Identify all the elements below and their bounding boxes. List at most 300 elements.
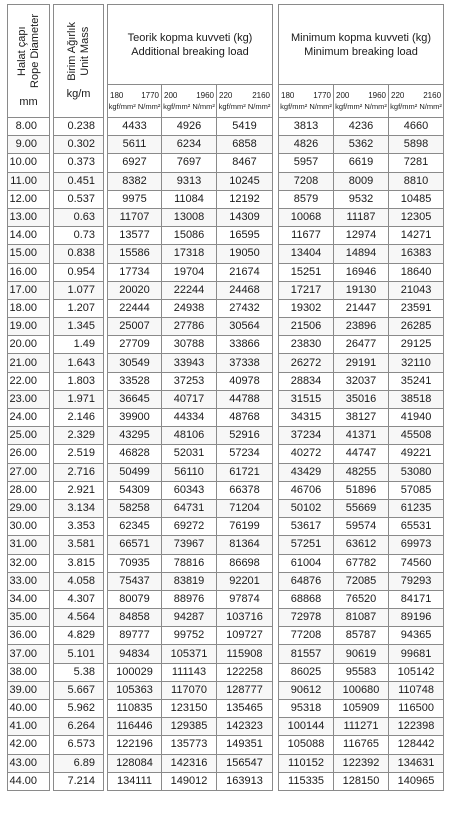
theoretical-load-cell: 13008 [162,208,217,226]
theoretical-load-cell: 19704 [162,263,217,281]
theoretical-load-cell: 135773 [162,736,217,754]
minimum-load-cell: 13404 [279,245,334,263]
minimum-load-cell: 26272 [279,354,334,372]
theoretical-load-cell: 149012 [162,772,217,790]
theoretical-load-cell: 75437 [108,572,162,590]
unit-mass-cell: 1.077 [54,281,104,299]
theoretical-load-cell: 52031 [162,445,217,463]
table-row [8,354,444,372]
theoretical-load-cell: 33943 [162,354,217,372]
table-row [8,281,444,299]
theoretical-load-cell: 142323 [217,718,273,736]
theoretical-load-cell: 97874 [217,590,273,608]
theoretical-load-cell: 17318 [162,245,217,263]
theoretical-load-cell: 105363 [108,681,162,699]
minimum-load-cell: 5362 [334,136,389,154]
rope-diameter-cell: 8.00 [8,118,50,136]
minimum-load-cell: 14271 [389,227,444,245]
theoretical-load-cell: 92201 [217,572,273,590]
grade-header: 200 1960 kgf/mm² N/mm² [334,85,389,118]
table-row [8,518,444,536]
rope-diameter-cell: 17.00 [8,281,50,299]
unit-mass-cell: 5.38 [54,663,104,681]
unit-mass-cell: 7.214 [54,772,104,790]
theoretical-load-cell: 70935 [108,554,162,572]
rope-diameter-cell: 38.00 [8,663,50,681]
grade-header: 200 1960 kgf/mm² N/mm² [162,85,217,118]
minimum-load-cell: 23896 [334,318,389,336]
table-row [8,118,444,136]
minimum-load-cell: 12305 [389,208,444,226]
unit-mass-cell: 0.537 [54,190,104,208]
diameter-unit: mm [19,95,38,108]
minimum-load-cell: 10485 [389,190,444,208]
minimum-load-cell: 4660 [389,118,444,136]
minimum-load-cell: 116500 [389,700,444,718]
minimum-load-cell: 84171 [389,590,444,608]
minimum-load-cell: 29125 [389,336,444,354]
rope-diameter-cell: 31.00 [8,536,50,554]
unit-mass-cell: 1.643 [54,354,104,372]
minimum-load-cell: 19130 [334,281,389,299]
minimum-load-cell: 68868 [279,590,334,608]
minimum-load-cell: 41940 [389,409,444,427]
table-row [8,318,444,336]
theoretical-load-cell: 24468 [217,281,273,299]
minimum-load-cell: 29191 [334,354,389,372]
theoretical-load-cell: 78816 [162,554,217,572]
theoretical-load-cell: 57234 [217,445,273,463]
rope-diameter-cell: 34.00 [8,590,50,608]
minimum-load-cell: 8810 [389,172,444,190]
theoretical-load-cell: 56110 [162,463,217,481]
theoretical-load-cell: 71204 [217,499,273,517]
table-row [8,227,444,245]
minimum-load-cell: 105909 [334,700,389,718]
theoretical-load-cell: 84858 [108,609,162,627]
theoretical-load-cell: 5611 [108,136,162,154]
minimum-load-cell: 79293 [389,572,444,590]
minimum-load-cell: 40272 [279,445,334,463]
rope-diameter-cell: 42.00 [8,736,50,754]
minimum-load-cell: 21447 [334,299,389,317]
table-row [8,645,444,663]
minimum-load-cell: 65531 [389,518,444,536]
rope-diameter-cell: 13.00 [8,208,50,226]
theoretical-load-cell: 109727 [217,627,273,645]
theoretical-load-cell: 100029 [108,663,162,681]
minimum-load-cell: 11187 [334,208,389,226]
unit-mass-cell: 0.838 [54,245,104,263]
unit-mass-cell: 0.73 [54,227,104,245]
minimum-load-cell: 41371 [334,427,389,445]
rope-diameter-cell: 32.00 [8,554,50,572]
unit-mass-cell: 4.564 [54,609,104,627]
table-row [8,572,444,590]
minimum-load-cell: 122398 [389,718,444,736]
minimum-load-cell: 32037 [334,372,389,390]
theoretical-load-cell: 128084 [108,754,162,772]
minimum-load-cell: 6619 [334,154,389,172]
table-body [8,118,444,791]
theoretical-load-cell: 66378 [217,481,273,499]
minimum-load-cell: 134631 [389,754,444,772]
theoretical-load-cell: 4433 [108,118,162,136]
minimum-load-cell: 28834 [279,372,334,390]
unit-mass-cell: 4.058 [54,572,104,590]
table-row [8,536,444,554]
unit-mass-cell: 0.451 [54,172,104,190]
table-row [8,208,444,226]
theoretical-load-cell: 128777 [217,681,273,699]
unit-mass-cell: 2.519 [54,445,104,463]
theoretical-load-cell: 73967 [162,536,217,554]
minimum-load-cell: 16383 [389,245,444,263]
rope-diameter-cell: 30.00 [8,518,50,536]
minimum-load-cell: 38518 [389,390,444,408]
table-row [8,445,444,463]
table-row [8,554,444,572]
minimum-load-cell: 72085 [334,572,389,590]
theoretical-load-cell: 44788 [217,390,273,408]
minimum-load-cell: 64876 [279,572,334,590]
table-row [8,190,444,208]
grade-header: 220 2160 kgf/mm² N/mm² [389,85,444,118]
table-row [8,772,444,790]
minimum-load-cell: 16946 [334,263,389,281]
unit-mass-cell: 5.667 [54,681,104,699]
table-row [8,663,444,681]
minimum-load-cell: 72978 [279,609,334,627]
theoretical-load-cell: 46828 [108,445,162,463]
rope-diameter-cell: 35.00 [8,609,50,627]
table-row [8,372,444,390]
minimum-load-cell: 45508 [389,427,444,445]
minimum-load-cell: 3813 [279,118,334,136]
minimum-load-cell: 115335 [279,772,334,790]
table-row [8,736,444,754]
theoretical-load-cell: 58258 [108,499,162,517]
mass-header [54,5,104,118]
rope-diameter-cell: 37.00 [8,645,50,663]
theoretical-load-cell: 12192 [217,190,273,208]
minimum-load-cell: 10068 [279,208,334,226]
table-row [8,754,444,772]
grade-header: 220 2160 kgf/mm² N/mm² [217,85,273,118]
minimum-load-cell: 44747 [334,445,389,463]
theoretical-load-cell: 11084 [162,190,217,208]
minimum-load-cell: 63612 [334,536,389,554]
minimum-title-tr: Minimum kopma kuvveti (kg) [291,31,431,44]
table-row [8,499,444,517]
minimum-load-header [279,5,444,85]
table-row [8,390,444,408]
minimum-load-cell: 59574 [334,518,389,536]
minimum-load-cell: 116765 [334,736,389,754]
theoretical-load-cell: 103716 [217,609,273,627]
mass-unit: kg/m [66,88,91,101]
rope-diameter-cell: 33.00 [8,572,50,590]
minimum-load-cell: 111271 [334,718,389,736]
rope-diameter-cell: 11.00 [8,172,50,190]
minimum-load-cell: 38127 [334,409,389,427]
rope-diameter-cell: 41.00 [8,718,50,736]
theoretical-load-cell: 50499 [108,463,162,481]
theoretical-load-cell: 9313 [162,172,217,190]
unit-mass-cell: 3.134 [54,499,104,517]
minimum-load-cell: 61235 [389,499,444,517]
rope-diameter-cell: 44.00 [8,772,50,790]
minimum-load-cell: 122392 [334,754,389,772]
table-row [8,627,444,645]
minimum-load-cell: 4826 [279,136,334,154]
unit-mass-cell: 1.345 [54,318,104,336]
table-row [8,245,444,263]
theoretical-load-cell: 52916 [217,427,273,445]
theoretical-load-cell: 30549 [108,354,162,372]
table-row [8,427,444,445]
table-row [8,154,444,172]
theoretical-load-cell: 24938 [162,299,217,317]
minimum-load-cell: 100680 [334,681,389,699]
theoretical-load-cell: 37253 [162,372,217,390]
theoretical-load-cell: 40717 [162,390,217,408]
theoretical-load-cell: 135465 [217,700,273,718]
theoretical-load-cell: 6927 [108,154,162,172]
theoretical-load-cell: 61721 [217,463,273,481]
theoretical-load-cell: 81364 [217,536,273,554]
minimum-load-cell: 34315 [279,409,334,427]
theoretical-load-cell: 20020 [108,281,162,299]
unit-mass-cell: 2.921 [54,481,104,499]
theoretical-load-cell: 123150 [162,700,217,718]
minimum-load-cell: 49221 [389,445,444,463]
rope-diameter-cell: 15.00 [8,245,50,263]
unit-mass-cell: 0.954 [54,263,104,281]
unit-mass-cell: 3.353 [54,518,104,536]
minimum-load-cell: 128150 [334,772,389,790]
table-row [8,590,444,608]
table-row [8,700,444,718]
rope-diameter-cell: 43.00 [8,754,50,772]
minimum-load-cell: 19302 [279,299,334,317]
breaking-load-table [7,4,444,791]
theoretical-load-cell: 27709 [108,336,162,354]
table-row [8,336,444,354]
minimum-load-cell: 95318 [279,700,334,718]
table-row [8,481,444,499]
minimum-load-cell: 14894 [334,245,389,263]
table-row [8,609,444,627]
unit-mass-cell: 2.146 [54,409,104,427]
rope-diameter-cell: 25.00 [8,427,50,445]
minimum-load-cell: 7281 [389,154,444,172]
theoretical-load-cell: 10245 [217,172,273,190]
minimum-load-cell: 53617 [279,518,334,536]
theoretical-load-cell: 110835 [108,700,162,718]
theoretical-load-cell: 15586 [108,245,162,263]
rope-diameter-cell: 9.00 [8,136,50,154]
rope-diameter-cell: 21.00 [8,354,50,372]
minimum-load-cell: 85787 [334,627,389,645]
minimum-load-cell: 110748 [389,681,444,699]
minimum-load-cell: 81087 [334,609,389,627]
minimum-load-cell: 105142 [389,663,444,681]
theoretical-load-cell: 16595 [217,227,273,245]
rope-diameter-cell: 28.00 [8,481,50,499]
minimum-load-cell: 21506 [279,318,334,336]
table-header [8,5,444,118]
theoretical-load-cell: 43295 [108,427,162,445]
rope-diameter-cell: 22.00 [8,372,50,390]
theoretical-load-cell: 94287 [162,609,217,627]
minimum-load-cell: 26477 [334,336,389,354]
theoretical-load-cell: 105371 [162,645,217,663]
unit-mass-cell: 5.101 [54,645,104,663]
unit-mass-cell: 3.581 [54,536,104,554]
rope-diameter-cell: 26.00 [8,445,50,463]
theoretical-load-cell: 19050 [217,245,273,263]
minimum-load-cell: 32110 [389,354,444,372]
theoretical-load-cell: 62345 [108,518,162,536]
rope-diameter-cell: 36.00 [8,627,50,645]
theoretical-load-cell: 8467 [217,154,273,172]
theoretical-load-cell: 33866 [217,336,273,354]
theoretical-load-cell: 30788 [162,336,217,354]
theoretical-load-cell: 48768 [217,409,273,427]
theoretical-load-cell: 22444 [108,299,162,317]
theoretical-load-cell: 40978 [217,372,273,390]
minimum-load-cell: 90612 [279,681,334,699]
minimum-load-cell: 37234 [279,427,334,445]
rope-diameter-cell: 24.00 [8,409,50,427]
theoretical-load-cell: 111143 [162,663,217,681]
table-row [8,409,444,427]
theoretical-load-cell: 115908 [217,645,273,663]
rope-diameter-cell: 39.00 [8,681,50,699]
theoretical-load-cell: 163913 [217,772,273,790]
unit-mass-cell: 6.573 [54,736,104,754]
unit-mass-cell: 2.716 [54,463,104,481]
rope-diameter-cell: 20.00 [8,336,50,354]
theoretical-load-cell: 6858 [217,136,273,154]
minimum-load-cell: 69973 [389,536,444,554]
minimum-load-cell: 12974 [334,227,389,245]
minimum-load-cell: 8579 [279,190,334,208]
minimum-load-cell: 17217 [279,281,334,299]
rope-diameter-cell: 19.00 [8,318,50,336]
theoretical-load-cell: 22244 [162,281,217,299]
unit-mass-cell: 6.89 [54,754,104,772]
minimum-load-cell: 23591 [389,299,444,317]
minimum-load-cell: 8009 [334,172,389,190]
table-row [8,299,444,317]
theoretical-load-cell: 39900 [108,409,162,427]
rope-diameter-cell: 27.00 [8,463,50,481]
theoretical-load-cell: 64731 [162,499,217,517]
rope-diameter-cell: 16.00 [8,263,50,281]
minimum-load-cell: 61004 [279,554,334,572]
theoretical-load-cell: 122196 [108,736,162,754]
table-row [8,681,444,699]
theoretical-load-cell: 13577 [108,227,162,245]
theoretical-load-cell: 6234 [162,136,217,154]
theoretical-title-en: Additional breaking load [131,45,249,58]
theoretical-load-cell: 4926 [162,118,217,136]
rope-diameter-cell: 40.00 [8,700,50,718]
theoretical-load-cell: 149351 [217,736,273,754]
unit-mass-cell: 4.829 [54,627,104,645]
minimum-load-cell: 18640 [389,263,444,281]
theoretical-title-tr: Teorik kopma kuvveti (kg) [127,31,253,44]
unit-mass-cell: 1.971 [54,390,104,408]
theoretical-load-cell: 76199 [217,518,273,536]
minimum-load-cell: 74560 [389,554,444,572]
minimum-load-cell: 35016 [334,390,389,408]
unit-mass-cell: 5.962 [54,700,104,718]
theoretical-load-cell: 33528 [108,372,162,390]
theoretical-load-cell: 15086 [162,227,217,245]
minimum-load-cell: 95583 [334,663,389,681]
theoretical-load-cell: 5419 [217,118,273,136]
theoretical-load-cell: 134111 [108,772,162,790]
unit-mass-cell: 0.302 [54,136,104,154]
minimum-load-cell: 77208 [279,627,334,645]
unit-mass-cell: 3.815 [54,554,104,572]
rope-diameter-cell: 12.00 [8,190,50,208]
theoretical-load-cell: 94834 [108,645,162,663]
theoretical-load-cell: 86698 [217,554,273,572]
minimum-load-cell: 67782 [334,554,389,572]
table-row [8,718,444,736]
minimum-load-cell: 43429 [279,463,334,481]
theoretical-load-cell: 9975 [108,190,162,208]
theoretical-load-cell: 122258 [217,663,273,681]
minimum-load-cell: 50102 [279,499,334,517]
theoretical-load-cell: 66571 [108,536,162,554]
theoretical-load-cell: 89777 [108,627,162,645]
minimum-load-cell: 4236 [334,118,389,136]
minimum-load-cell: 81557 [279,645,334,663]
diameter-label: Halat çapı Rope Diameter [15,14,41,88]
minimum-load-cell: 48255 [334,463,389,481]
theoretical-load-cell: 14309 [217,208,273,226]
minimum-load-cell: 99681 [389,645,444,663]
grade-header: 180 1770 kgf/mm² N/mm² [279,85,334,118]
minimum-load-cell: 86025 [279,663,334,681]
rope-diameter-cell: 29.00 [8,499,50,517]
minimum-load-cell: 128442 [389,736,444,754]
theoretical-load-cell: 129385 [162,718,217,736]
theoretical-load-cell: 156547 [217,754,273,772]
minimum-load-cell: 89196 [389,609,444,627]
theoretical-load-cell: 88976 [162,590,217,608]
minimum-load-cell: 5898 [389,136,444,154]
theoretical-load-cell: 11707 [108,208,162,226]
theoretical-load-cell: 117070 [162,681,217,699]
theoretical-load-cell: 83819 [162,572,217,590]
table-row [8,263,444,281]
unit-mass-cell: 2.329 [54,427,104,445]
unit-mass-cell: 4.307 [54,590,104,608]
theoretical-load-cell: 44334 [162,409,217,427]
unit-mass-cell: 0.63 [54,208,104,226]
minimum-load-cell: 7208 [279,172,334,190]
theoretical-load-cell: 80079 [108,590,162,608]
theoretical-load-cell: 17734 [108,263,162,281]
table-row [8,172,444,190]
minimum-load-cell: 57085 [389,481,444,499]
